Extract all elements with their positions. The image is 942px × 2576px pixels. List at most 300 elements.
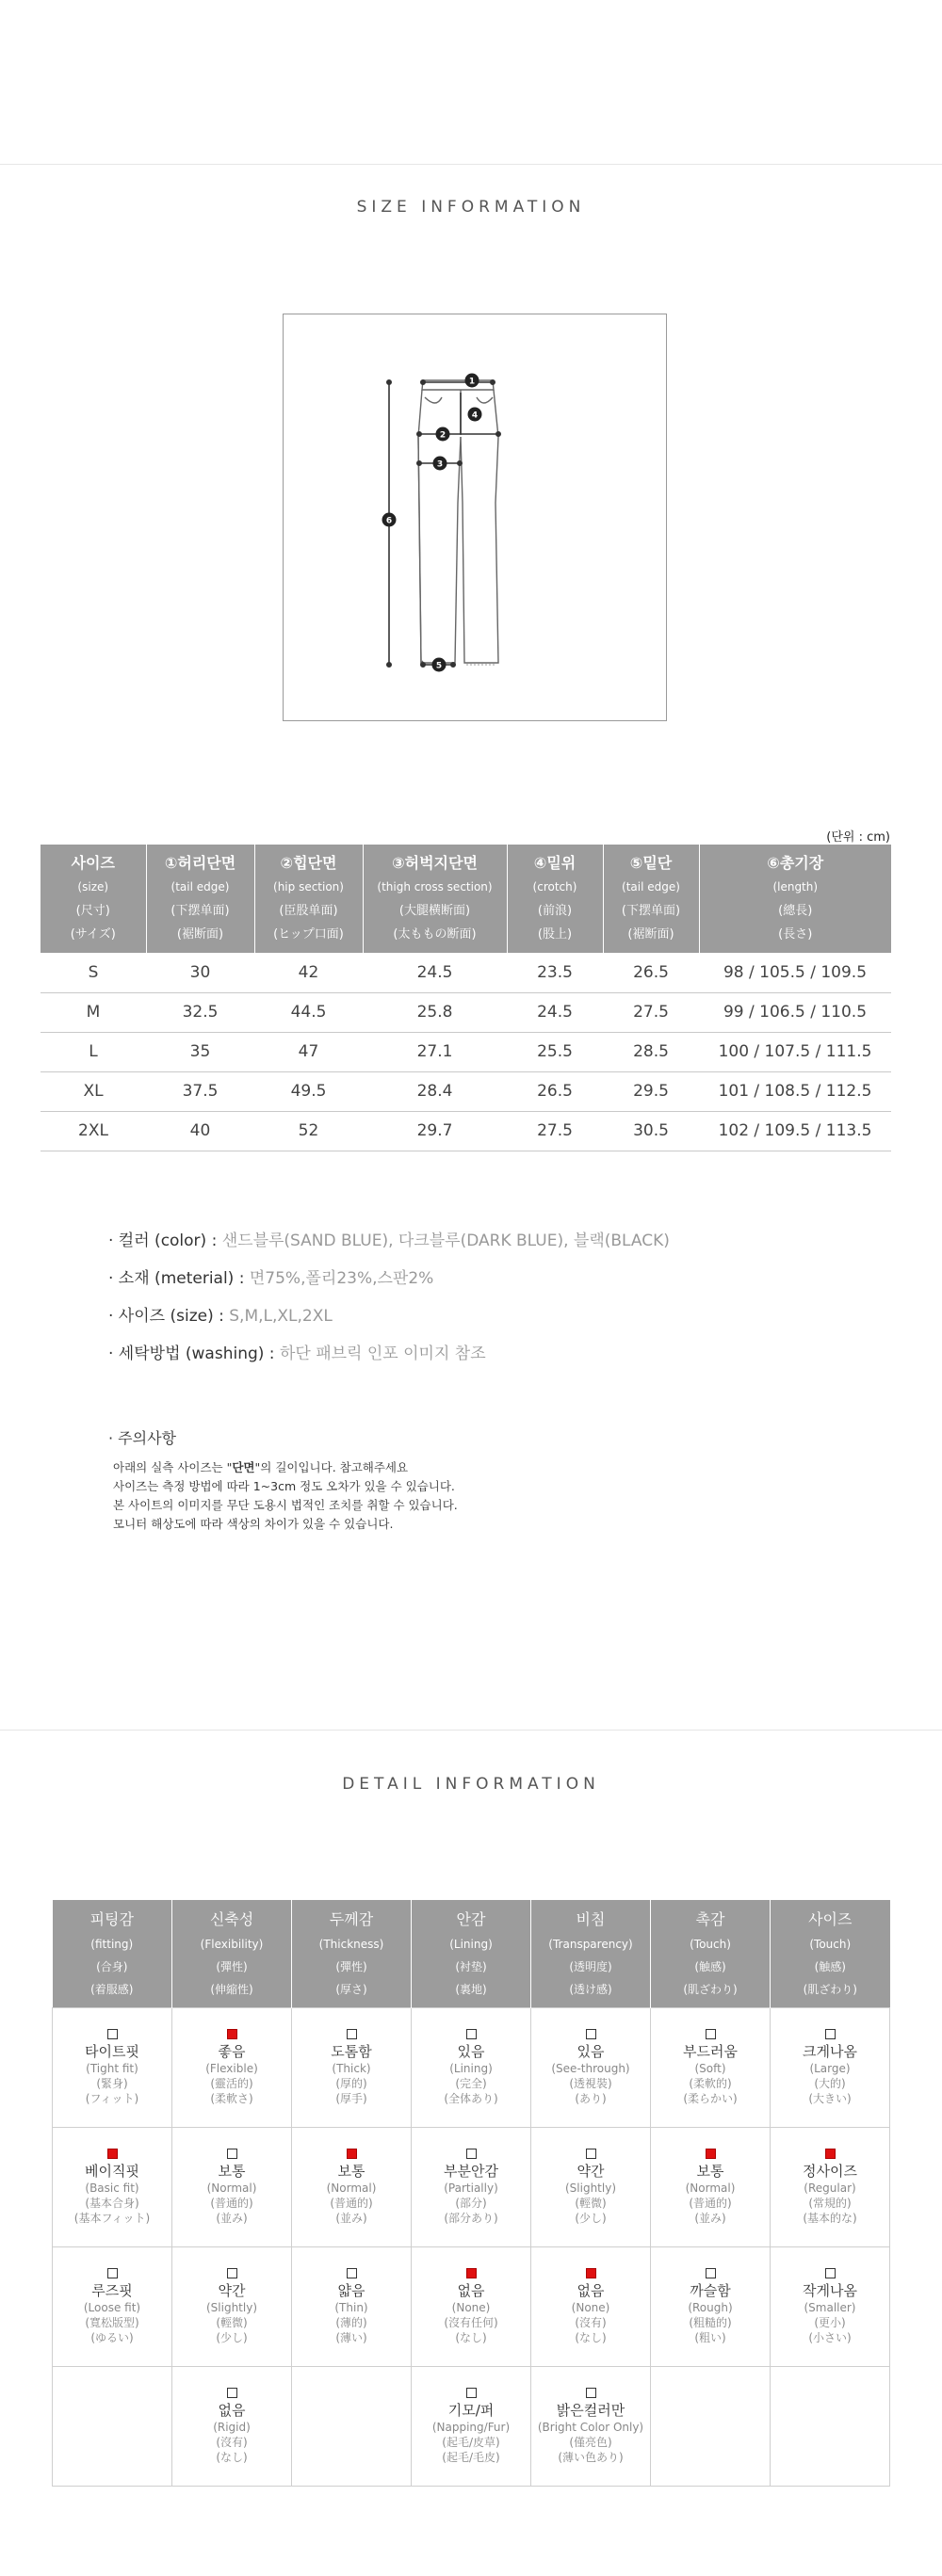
- marker-3: 3: [436, 459, 444, 470]
- detail-option: [172, 2268, 291, 2345]
- material-label: · 소재 (meterial) :: [108, 1269, 245, 1288]
- option-en: (Normal): [326, 2181, 377, 2195]
- option-jp: (フィット): [85, 2091, 139, 2105]
- option-cn: (粗糙的): [689, 2315, 732, 2329]
- unchecked-box-icon: [107, 2268, 118, 2278]
- size-col-cn: (尺寸): [75, 903, 110, 918]
- option-jp: (並み): [335, 2211, 367, 2225]
- color-label: · 컬러 (color) :: [108, 1232, 218, 1250]
- unit-label: (단위 : cm): [826, 830, 890, 845]
- unchecked-box-icon: [586, 2388, 596, 2398]
- option-jp: (柔らかい): [683, 2091, 738, 2105]
- size-col-cn: (下摆单面): [621, 903, 681, 918]
- option-label: 정사이즈: [803, 2162, 857, 2180]
- size-cell: 25.5: [507, 1032, 603, 1071]
- size-col-title: ⑤밑단: [629, 853, 673, 872]
- detail-col-title: 촉감: [695, 1909, 725, 1928]
- detail-col-title: 비침: [576, 1909, 606, 1928]
- option-jp: (ゆるい): [90, 2330, 134, 2344]
- option-en: (See-through): [551, 2061, 630, 2075]
- option-en: (Loose fit): [83, 2300, 141, 2314]
- size-cell: 26.5: [603, 953, 699, 992]
- option-label: 보통: [696, 2162, 724, 2180]
- option-en: (Normal): [685, 2181, 736, 2195]
- detail-cell: [412, 2127, 531, 2246]
- size-col-en: (size): [77, 879, 109, 894]
- detail-cell: [531, 2007, 651, 2127]
- option-en: (Large): [809, 2061, 851, 2075]
- detail-cell: [412, 2007, 531, 2127]
- option-en: (Lining): [449, 2061, 493, 2075]
- detail-row: [53, 2246, 890, 2366]
- option-cn: (完全): [455, 2076, 487, 2090]
- option-jp: (柔軟さ): [210, 2091, 253, 2105]
- detail-cell: [53, 2007, 172, 2127]
- size-col-jp: (裾断面): [176, 926, 224, 942]
- size-cell: 23.5: [507, 953, 603, 992]
- option-label: 있음: [457, 2042, 485, 2060]
- detail-option: [771, 2149, 889, 2226]
- option-cn: (更小): [814, 2315, 846, 2329]
- option-en: (Smaller): [804, 2300, 856, 2314]
- size-col-en: (crotch): [532, 879, 577, 894]
- size-col-title: ②힙단면: [280, 853, 337, 872]
- size-cell: 40: [146, 1111, 254, 1151]
- size-cell: 101 / 108.5 / 112.5: [699, 1071, 891, 1111]
- option-jp: (少し): [575, 2211, 607, 2225]
- option-en: (Napping/Fur): [431, 2420, 511, 2434]
- detail-col-header: [531, 1900, 651, 2007]
- detail-cell: [651, 2366, 771, 2486]
- detail-col-en: (Touch): [690, 1937, 731, 1951]
- size-col-header: [507, 845, 603, 953]
- option-jp: (起毛/毛皮): [442, 2450, 500, 2464]
- detail-row: [53, 2007, 890, 2127]
- pants-illustration: [284, 314, 666, 720]
- option-cn: (基本合身): [85, 2196, 139, 2210]
- unchecked-box-icon: [107, 2029, 118, 2039]
- size-col-jp: (長さ): [778, 926, 813, 942]
- option-jp: (部分あり): [444, 2211, 498, 2225]
- option-label: 없음: [577, 2281, 605, 2299]
- detail-col-header: [651, 1900, 771, 2007]
- size-cell: 26.5: [507, 1071, 603, 1111]
- detail-option: [412, 2149, 530, 2226]
- detail-col-cn: (衬垫): [455, 1959, 487, 1973]
- detail-col-en: (Transparency): [548, 1937, 633, 1951]
- detail-cell: [292, 2127, 412, 2246]
- size-cell: 28.4: [363, 1071, 507, 1111]
- detail-row: [53, 2127, 890, 2246]
- option-label: 부분안감: [444, 2162, 498, 2180]
- option-label: 있음: [577, 2042, 605, 2060]
- option-en: (Flexible): [205, 2061, 258, 2075]
- option-label: 얇음: [337, 2281, 365, 2299]
- checked-box-icon: [586, 2268, 596, 2278]
- detail-option: [53, 2268, 171, 2345]
- size-row: [41, 1071, 891, 1111]
- option-cn: (輕微): [216, 2315, 248, 2329]
- option-en: (Regular): [804, 2181, 856, 2195]
- size-cell: 27.1: [363, 1032, 507, 1071]
- option-cn: (柔軟的): [689, 2076, 732, 2090]
- detail-col-en: (Lining): [449, 1937, 493, 1951]
- size-col-en: (thigh cross section): [377, 879, 493, 894]
- notice-text: [113, 1458, 458, 1534]
- detail-option: [412, 2388, 530, 2465]
- detail-option: [292, 2149, 411, 2226]
- detail-col-jp: (着服感): [90, 1982, 134, 1996]
- size-col-title: ③허벅지단면: [392, 853, 478, 872]
- detail-col-title: 피팅감: [89, 1909, 134, 1928]
- size-cell: 27.5: [603, 992, 699, 1032]
- washing-info: [108, 1340, 486, 1363]
- washing-label: · 세탁방법 (washing) :: [108, 1344, 275, 1363]
- detail-col-title: 두께감: [329, 1909, 374, 1928]
- size-col-jp: (サイズ): [70, 926, 116, 942]
- detail-option: [531, 2388, 650, 2465]
- checked-box-icon: [227, 2029, 237, 2039]
- size-cell: 30: [146, 953, 254, 992]
- detail-cell: [651, 2246, 771, 2366]
- detail-option: [531, 2268, 650, 2345]
- detail-option: [53, 2029, 171, 2106]
- option-jp: (厚手): [335, 2091, 367, 2105]
- option-jp: (全体あり): [444, 2091, 498, 2105]
- size-cell: 28.5: [603, 1032, 699, 1071]
- size-value: S,M,L,XL,2XL: [229, 1307, 333, 1326]
- detail-cell: [651, 2007, 771, 2127]
- size-col-header: [41, 845, 146, 953]
- size-cell: 37.5: [146, 1071, 254, 1111]
- detail-col-title: 사이즈: [808, 1909, 853, 1928]
- marker-5: 5: [435, 661, 443, 671]
- detail-col-cn: (彈性): [216, 1959, 248, 1973]
- size-cell: 99 / 106.5 / 110.5: [699, 992, 891, 1032]
- top-divider: [0, 164, 942, 165]
- size-col-en: (length): [772, 879, 819, 894]
- option-label: 없음: [457, 2281, 485, 2299]
- unchecked-box-icon: [466, 2149, 477, 2159]
- detail-cell: [53, 2366, 172, 2486]
- option-label: 보통: [218, 2162, 246, 2180]
- notice-line-3: 본 사이트의 이미지를 무단 도용시 법적인 조치를 취할 수 있습니다.: [113, 1498, 458, 1512]
- detail-option: [771, 2268, 889, 2345]
- option-jp: (並み): [216, 2211, 248, 2225]
- option-en: (Bright Color Only): [537, 2420, 644, 2434]
- size-col-cn: (總長): [778, 903, 813, 918]
- detail-option: [531, 2149, 650, 2226]
- detail-option: [651, 2029, 770, 2106]
- size-col-cn: (大腿横断面): [398, 903, 471, 918]
- unchecked-box-icon: [586, 2029, 596, 2039]
- size-cell: 24.5: [363, 953, 507, 992]
- detail-col-jp: (裏地): [455, 1982, 487, 1996]
- size-cell: 25.8: [363, 992, 507, 1032]
- detail-col-en: (Flexibility): [200, 1937, 264, 1951]
- detail-cell: [292, 2366, 412, 2486]
- detail-cell: [771, 2246, 890, 2366]
- option-cn: (沒有): [216, 2435, 248, 2449]
- size-cell: 29.5: [603, 1071, 699, 1111]
- option-en: (Normal): [206, 2181, 257, 2195]
- option-label: 좋음: [218, 2042, 246, 2060]
- option-en: (Partially): [444, 2181, 498, 2195]
- notice-line-2: 사이즈는 측정 방법에 따라 1~3cm 정도 오차가 있을 수 있습니다.: [113, 1479, 455, 1493]
- option-en: (Slightly): [564, 2181, 616, 2195]
- unchecked-box-icon: [466, 2029, 477, 2039]
- option-jp: (なし): [216, 2450, 248, 2464]
- option-jp: (小さい): [808, 2330, 852, 2344]
- size-list-info: [108, 1302, 333, 1326]
- option-en: (Slightly): [205, 2300, 257, 2314]
- unchecked-box-icon: [347, 2268, 357, 2278]
- size-col-cn: (前浪): [537, 903, 573, 918]
- option-cn: (透視裝): [569, 2076, 612, 2090]
- option-en: (None): [451, 2300, 491, 2314]
- checked-box-icon: [706, 2149, 716, 2159]
- washing-value: 하단 패브릭 인포 이미지 참조: [279, 1344, 486, 1363]
- notice-title: · 주의사항: [108, 1429, 176, 1447]
- detail-col-cn: (彈性): [335, 1959, 367, 1973]
- option-label: 밝은컬러만: [556, 2401, 625, 2419]
- option-label: 까슬함: [690, 2281, 731, 2299]
- option-label: 없음: [218, 2401, 246, 2419]
- option-label: 약간: [577, 2162, 605, 2180]
- unchecked-box-icon: [706, 2029, 716, 2039]
- unchecked-box-icon: [227, 2388, 237, 2398]
- option-cn: (靈活的): [210, 2076, 253, 2090]
- option-cn: (寬松版型): [85, 2315, 139, 2329]
- detail-col-cn: (触感): [814, 1959, 846, 1973]
- material-info: [108, 1264, 433, 1288]
- detail-cell: [53, 2246, 172, 2366]
- detail-col-jp: (透け感): [569, 1982, 612, 1996]
- detail-col-jp: (肌ざわり): [683, 1982, 738, 1996]
- option-label: 부드러움: [683, 2042, 738, 2060]
- detail-cell: [412, 2366, 531, 2486]
- size-label: · 사이즈 (size) :: [108, 1307, 224, 1326]
- option-jp: (なし): [575, 2330, 607, 2344]
- detail-option: [412, 2029, 530, 2106]
- unchecked-box-icon: [227, 2268, 237, 2278]
- unchecked-box-icon: [586, 2149, 596, 2159]
- detail-col-en: (Touch): [809, 1937, 852, 1951]
- detail-col-header: [53, 1900, 172, 2007]
- detail-cell: [172, 2007, 292, 2127]
- detail-option: [651, 2149, 770, 2226]
- size-cell: 44.5: [254, 992, 363, 1032]
- detail-col-header: [292, 1900, 412, 2007]
- detail-col-header: [412, 1900, 531, 2007]
- marker-1: 1: [468, 377, 476, 387]
- option-jp: (薄い): [335, 2330, 367, 2344]
- color-info: [108, 1227, 670, 1250]
- size-col-cn: (臣股单面): [279, 903, 338, 918]
- detail-cell: [172, 2366, 292, 2486]
- option-label: 크게나옴: [803, 2042, 857, 2060]
- checked-box-icon: [347, 2149, 357, 2159]
- size-row: [41, 1032, 891, 1071]
- size-col-en: (hip section): [273, 879, 344, 894]
- detail-table-body: [53, 2007, 890, 2486]
- detail-cell: [292, 2007, 412, 2127]
- middle-divider: [0, 1730, 942, 1731]
- size-col-en: (tail edge): [622, 879, 680, 894]
- measurement-diagram: [283, 314, 667, 721]
- size-col-title: ④밑위: [533, 853, 577, 872]
- option-jp: (なし): [455, 2330, 487, 2344]
- detail-option: [651, 2268, 770, 2345]
- detail-col-jp: (厚さ): [335, 1982, 367, 1996]
- size-col-header: [363, 845, 507, 953]
- size-cell: S: [41, 953, 146, 992]
- checked-box-icon: [466, 2268, 477, 2278]
- option-cn: (普通的): [330, 2196, 373, 2210]
- detail-option: [531, 2029, 650, 2106]
- size-cell: 35: [146, 1032, 254, 1071]
- option-en: (Thick): [332, 2061, 371, 2075]
- size-cell: 2XL: [41, 1111, 146, 1151]
- size-col-jp: (ヒップ口面): [273, 926, 344, 942]
- option-en: (Basic fit): [85, 2181, 139, 2195]
- detail-col-cn: (透明度): [569, 1959, 612, 1973]
- detail-option: [172, 2388, 291, 2465]
- option-en: (Thin): [334, 2300, 368, 2314]
- size-col-en: (tail edge): [171, 879, 230, 894]
- detail-cell: [172, 2127, 292, 2246]
- option-en: (Rough): [688, 2300, 733, 2314]
- size-col-cn: (下摆单面): [171, 903, 230, 918]
- detail-cell: [531, 2366, 651, 2486]
- marker-4: 4: [471, 411, 479, 421]
- option-cn: (普通的): [689, 2196, 732, 2210]
- detail-cell: [531, 2127, 651, 2246]
- detail-option: [53, 2149, 171, 2226]
- detail-cell: [771, 2007, 890, 2127]
- option-en: (Soft): [694, 2061, 726, 2075]
- size-cell: 42: [254, 953, 363, 992]
- marker-6: 6: [385, 516, 393, 526]
- unchecked-box-icon: [227, 2149, 237, 2159]
- checked-box-icon: [825, 2149, 836, 2159]
- detail-cell: [771, 2366, 890, 2486]
- detail-option: [172, 2149, 291, 2226]
- detail-col-jp: (肌ざわり): [803, 1982, 857, 1996]
- size-table-header: [41, 845, 891, 953]
- option-label: 루즈핏: [91, 2281, 133, 2299]
- detail-option: [292, 2029, 411, 2106]
- size-cell: L: [41, 1032, 146, 1071]
- size-table: [41, 845, 891, 1151]
- option-cn: (普通的): [210, 2196, 253, 2210]
- size-col-header: [146, 845, 254, 953]
- size-row: [41, 953, 891, 992]
- option-cn: (沒有): [575, 2315, 607, 2329]
- option-en: (Tight fit): [86, 2061, 138, 2075]
- detail-col-en: (Thickness): [318, 1937, 384, 1951]
- size-cell: 47: [254, 1032, 363, 1071]
- size-col-jp: (股上): [537, 926, 573, 942]
- detail-col-en: (fitting): [90, 1937, 134, 1951]
- detail-col-header: [771, 1900, 890, 2007]
- unchecked-box-icon: [825, 2029, 836, 2039]
- option-jp: (少し): [216, 2330, 248, 2344]
- size-cell: M: [41, 992, 146, 1032]
- detail-info-title: DETAIL INFORMATION: [342, 1775, 600, 1794]
- option-label: 기모/퍼: [447, 2401, 495, 2419]
- size-col-header: [603, 845, 699, 953]
- option-jp: (あり): [575, 2091, 607, 2105]
- size-info-title: SIZE INFORMATION: [356, 198, 586, 217]
- detail-cell: [172, 2246, 292, 2366]
- option-en: (None): [571, 2300, 610, 2314]
- size-table-body: [41, 953, 891, 1151]
- size-cell: 32.5: [146, 992, 254, 1032]
- option-label: 도톰함: [331, 2042, 372, 2060]
- detail-cell: [531, 2246, 651, 2366]
- detail-col-jp: (伸縮性): [210, 1982, 253, 1996]
- detail-table-header: [53, 1900, 890, 2007]
- size-cell: XL: [41, 1071, 146, 1111]
- option-cn: (大的): [814, 2076, 846, 2090]
- size-cell: 27.5: [507, 1111, 603, 1151]
- option-cn: (厚的): [335, 2076, 367, 2090]
- option-cn: (常規的): [808, 2196, 852, 2210]
- size-col-header: [254, 845, 363, 953]
- option-cn: (輕微): [575, 2196, 607, 2210]
- detail-cell: [53, 2127, 172, 2246]
- material-value: 면75%,폴리23%,스판2%: [249, 1269, 434, 1288]
- detail-cell: [771, 2127, 890, 2246]
- size-cell: 49.5: [254, 1071, 363, 1111]
- detail-cell: [292, 2246, 412, 2366]
- unchecked-box-icon: [706, 2268, 716, 2278]
- size-cell: 29.7: [363, 1111, 507, 1151]
- option-label: 작게나옴: [803, 2281, 857, 2299]
- unchecked-box-icon: [347, 2029, 357, 2039]
- detail-option: [292, 2268, 411, 2345]
- size-col-title: ⑥총기장: [767, 853, 824, 872]
- option-jp: (基本的な): [803, 2211, 857, 2225]
- detail-col-cn: (触感): [694, 1959, 726, 1973]
- detail-cell: [651, 2127, 771, 2246]
- color-value: 샌드블루(SAND BLUE), 다크블루(DARK BLUE), 블랙(BLACK): [221, 1232, 670, 1250]
- option-label: 타이트핏: [85, 2042, 139, 2060]
- size-cell: 52: [254, 1111, 363, 1151]
- option-cn: (起毛/皮草): [442, 2435, 500, 2449]
- checked-box-icon: [107, 2149, 118, 2159]
- notice-line-4: 모니터 해상도에 따라 색상의 차이가 있을 수 있습니다.: [113, 1517, 394, 1531]
- option-cn: (薄的): [335, 2315, 367, 2329]
- detail-col-title: 신축성: [209, 1909, 254, 1928]
- option-jp: (粗い): [694, 2330, 726, 2344]
- size-col-jp: (太ももの断面): [393, 926, 477, 942]
- option-cn: (緊身): [96, 2076, 128, 2090]
- size-row: [41, 992, 891, 1032]
- detail-option: [771, 2029, 889, 2106]
- size-cell: 98 / 105.5 / 109.5: [699, 953, 891, 992]
- detail-col-header: [172, 1900, 292, 2007]
- option-jp: (基本フィット): [73, 2211, 151, 2225]
- size-col-jp: (裾断面): [627, 926, 674, 942]
- detail-col-title: 안감: [456, 1909, 486, 1928]
- option-cn: (部分): [455, 2196, 487, 2210]
- option-label: 약간: [218, 2281, 246, 2299]
- unchecked-box-icon: [466, 2388, 477, 2398]
- detail-col-cn: (合身): [96, 1959, 128, 1973]
- size-col-header: [699, 845, 891, 953]
